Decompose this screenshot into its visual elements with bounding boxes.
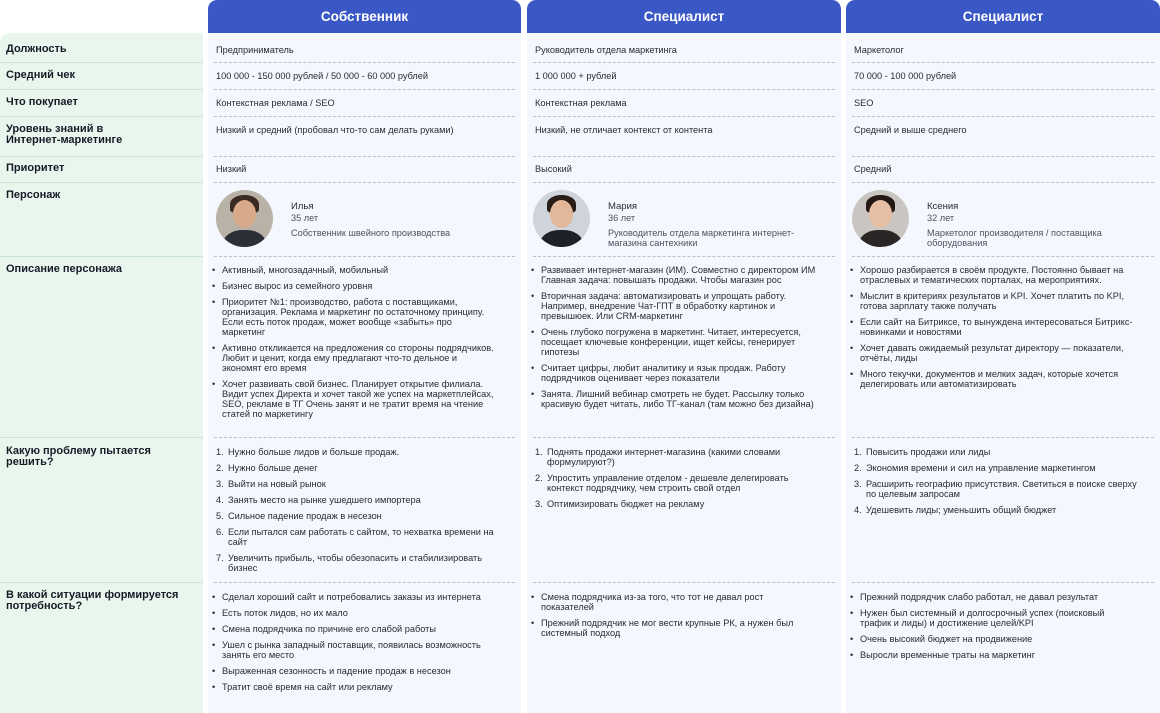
persona-role: Маркетолог производителя / поставщика оборудования — [927, 228, 1102, 248]
list-item — [535, 473, 821, 493]
cell-avg-check: 1 000 000 + рублей — [535, 71, 617, 81]
list-item — [216, 527, 502, 547]
list-item — [216, 495, 502, 505]
row-label-knowledge: Уровень знаний в Интернет-маркетинге — [6, 123, 123, 146]
cell-position: Маркетолог — [854, 45, 904, 55]
list-item — [216, 463, 502, 473]
list-number: 5. — [216, 511, 224, 521]
list-item: • Смена подрядчика по причине его слабой работы — [211, 624, 497, 634]
list-number: 4. — [216, 495, 224, 505]
list-number: 3. — [216, 479, 224, 489]
list-text: Сильное падение продаж в несезон — [228, 511, 382, 521]
list-text: Экономия времени и сил на управление маркетингом — [866, 463, 1096, 473]
description-list — [530, 265, 824, 415]
list-item: • Есть поток лидов, но их мало — [211, 608, 497, 618]
row-label-priority: Приоритет — [6, 162, 65, 174]
row-divider — [533, 116, 835, 117]
problem-list — [535, 447, 829, 515]
row-label-position: Должность — [6, 43, 67, 55]
header-owner: Собственник — [208, 0, 521, 33]
row-divider — [0, 62, 203, 63]
row-divider — [852, 89, 1154, 90]
row-divider — [214, 256, 515, 257]
situation-list — [530, 592, 824, 644]
persona-card — [216, 193, 516, 247]
row-divider — [533, 62, 835, 63]
cell-position: Руководитель отдела маркетинга — [535, 45, 677, 55]
list-number: 6. — [216, 527, 224, 537]
list-item — [535, 447, 821, 467]
row-divider — [852, 256, 1154, 257]
list-text: Упростить управление отделом - дешевле делегировать контекст подрядчику, чем строить свой отдел — [547, 473, 789, 493]
cell-buys: Контекстная реклама — [535, 98, 627, 108]
situation-list — [849, 592, 1143, 666]
row-divider — [214, 582, 515, 583]
list-text: Увеличить прибыль, чтобы обезопасить и стабилизировать бизнес — [228, 553, 482, 573]
cell-buys: SEO — [854, 98, 874, 108]
list-item: • Выраженная сезонность и падение продаж в несезон — [211, 666, 497, 676]
list-item — [535, 499, 821, 509]
list-number: 1. — [535, 447, 543, 457]
row-divider — [214, 116, 515, 117]
list-item: • Вторичная задача: автоматизировать и упрощать работу. Например, внедрение Чат-ГПТ в обработку картинок и превышюек. Или CRM-маркетинг — [530, 291, 816, 321]
list-item: • Хорошо разбирается в своём продукте. Постоянно бывает на отраслевых и тематических порталах, на мероприятиях. — [849, 265, 1135, 285]
row-divider — [533, 89, 835, 90]
row-divider — [214, 182, 515, 183]
persona-card — [852, 193, 1152, 248]
list-item: • Прежний подрядчик не мог вести крупные РК, а нужен был системный подход — [530, 618, 816, 638]
cell-buys: Контекстная реклама / SEO — [216, 98, 335, 108]
list-item — [854, 479, 1140, 499]
row-divider — [0, 256, 203, 257]
row-divider — [214, 89, 515, 90]
persona-name: Ксения — [927, 201, 959, 212]
list-item: • Много текучки, документов и мелких задач, которые хочется делегировать или автоматизировать — [849, 369, 1135, 389]
female-portrait-icon — [852, 190, 909, 247]
list-item: • Очень глубоко погружена в маркетинг. Читает, интересуется, посещает ключевые конференции, ищет кейсы, генерирует гипотезы — [530, 327, 816, 357]
cell-priority: Высокий — [535, 164, 572, 174]
list-item — [216, 553, 502, 573]
list-item: • Очень высокий бюджет на продвижение — [849, 634, 1135, 644]
list-item: • Развивает интернет-магазин (ИМ). Совместно с директором ИМ Главная задача: повышать продажи. Чтобы магазин рос — [530, 265, 816, 285]
row-divider — [533, 156, 835, 157]
persona-name: Илья — [291, 201, 314, 212]
list-item — [216, 479, 502, 489]
list-item: • Активно откликается на предложения со стороны подрядчиков. Любит и ценит, когда ему предлагают что-то дельное и экономят его время — [211, 343, 497, 373]
male-portrait-icon — [216, 190, 273, 247]
row-divider — [214, 437, 515, 438]
list-text: Если пытался сам работать с сайтом, то нехватка времени на сайт — [228, 527, 494, 547]
cell-priority: Средний — [854, 164, 892, 174]
list-item — [854, 447, 1140, 457]
list-text: Нужно больше лидов и больше продаж. — [228, 447, 400, 457]
description-list — [849, 265, 1143, 395]
list-item: • Приоритет №1: производство, работа с поставщиками, организация. Реклама и маркетинг по остаточному принципу. Если есть поток продаж, может вообще «забыть» про маркетинг — [211, 297, 497, 337]
problem-list — [854, 447, 1148, 521]
cell-position: Предприниматель — [216, 45, 294, 55]
list-item — [854, 463, 1140, 473]
row-divider — [0, 89, 203, 90]
row-label-persona: Персонаж — [6, 189, 61, 201]
list-number: 4. — [854, 505, 862, 515]
list-item: • Мыслит в критериях результатов и KPI. Хочет платить по KPI, готова зарплату также получать — [849, 291, 1135, 311]
row-divider — [0, 437, 203, 438]
row-divider — [852, 182, 1154, 183]
problem-list — [216, 447, 510, 579]
list-number: 2. — [535, 473, 543, 483]
list-item — [216, 447, 502, 457]
list-item: • Выросли временные траты на маркетинг — [849, 650, 1135, 660]
cell-avg-check: 100 000 - 150 000 рублей / 50 000 - 60 000 рублей — [216, 71, 429, 81]
list-item — [216, 511, 502, 521]
list-item: • Нужен был системный и долгосрочный успех (поисковый трафик и лиды) и достижение целей/KPI — [849, 608, 1135, 628]
list-item — [854, 505, 1140, 515]
list-number: 2. — [854, 463, 862, 473]
female-portrait-icon — [533, 190, 590, 247]
list-item: • Бизнес вырос из семейного уровня — [211, 281, 497, 291]
row-label-description: Описание персонажа — [6, 263, 123, 275]
row-divider — [0, 182, 203, 183]
cell-priority: Низкий — [216, 164, 247, 174]
row-divider — [852, 156, 1154, 157]
list-number: 2. — [216, 463, 224, 473]
cell-avg-check: 70 000 - 100 000 рублей — [854, 71, 957, 81]
persona-card — [533, 193, 833, 248]
list-item: • Тратит своё время на сайт или рекламу — [211, 682, 497, 692]
list-item: • Занята. Лишний вебинар смотреть не будет. Рассылку только красивую будет читать, либо ТГ-канал (там можно без дизайна) — [530, 389, 816, 409]
list-text: Повысить продажи или лиды — [866, 447, 991, 457]
row-divider — [214, 156, 515, 157]
row-label-buys: Что покупает — [6, 96, 78, 108]
row-label-situation: В какой ситуации формируется потребность? — [6, 589, 179, 612]
row-divider — [852, 116, 1154, 117]
row-divider — [0, 156, 203, 157]
list-item: • Считает цифры, любит аналитику и язык продаж. Работу подрядчиков оценивает через показатели — [530, 363, 816, 383]
row-divider — [533, 582, 835, 583]
list-item: • Сделал хороший сайт и потребовались заказы из интернета — [211, 592, 497, 602]
cell-knowledge: Средний и выше среднего — [854, 125, 967, 135]
list-item: • Ушел с рынка западный поставщик, появилась возможность занять его место — [211, 640, 497, 660]
list-item: • Прежний подрядчик слабо работал, не давал результат — [849, 592, 1135, 602]
persona-role: Собственник швейного производства — [291, 228, 451, 238]
list-text: Выйти на новый рынок — [228, 479, 326, 489]
header-specialist-1: Специалист — [527, 0, 841, 33]
situation-list — [211, 592, 505, 698]
list-text: Нужно больше денег — [228, 463, 318, 473]
persona-age: 36 лет — [608, 213, 636, 223]
persona-role: Руководитель отдела маркетинга интернет-магазина сантехники — [608, 228, 795, 248]
list-number: 1. — [216, 447, 224, 457]
list-item: • Хочет давать ожидаемый результат директору — показатели, отчёты, лиды — [849, 343, 1135, 363]
row-divider — [533, 182, 835, 183]
description-list — [211, 265, 505, 425]
list-item: • Если сайт на Битриксе, то вынуждена интересоваться Битрикс-новинками и новостями — [849, 317, 1135, 337]
row-divider — [0, 582, 203, 583]
row-label-problem: Какую проблему пытается решить? — [6, 445, 151, 468]
row-divider — [533, 437, 835, 438]
row-divider — [214, 62, 515, 63]
persona-age: 35 лет — [291, 213, 319, 223]
list-number: 3. — [854, 479, 862, 489]
row-divider — [852, 437, 1154, 438]
list-text: Поднять продажи интернет-магазина (какими словами формулируют?) — [547, 447, 781, 467]
cell-knowledge: Низкий, не отличает контекст от контента — [535, 125, 713, 135]
cell-knowledge: Низкий и средний (пробовал что-то сам делать руками) — [216, 125, 454, 135]
list-item: • Активный, многозадачный, мобильный — [211, 265, 497, 275]
row-divider — [852, 62, 1154, 63]
list-item: • Смена подрядчика из-за того, что тот не давал рост показателей — [530, 592, 816, 612]
persona-age: 32 лет — [927, 213, 955, 223]
list-number: 1. — [854, 447, 862, 457]
row-label-avg-check: Средний чек — [6, 69, 75, 81]
row-divider — [852, 582, 1154, 583]
list-text: Оптимизировать бюджет на рекламу — [547, 499, 705, 509]
persona-name: Мария — [608, 201, 638, 212]
list-text: Удешевить лиды; уменьшить общий бюджет — [866, 505, 1057, 515]
list-number: 3. — [535, 499, 543, 509]
list-text: Занять место на рынке ушедшего импортера — [228, 495, 421, 505]
list-text: Расширить географию присутствия. Светиться в поиске сверху по целевым запросам — [866, 479, 1137, 499]
row-divider — [0, 116, 203, 117]
header-specialist-2: Специалист — [846, 0, 1160, 33]
list-number: 7. — [216, 553, 224, 563]
row-divider — [533, 256, 835, 257]
list-item: • Хочет развивать свой бизнес. Планирует открытие филиала. Видит успех Директа и хочет такой же успех на маркетплейсах, SEO, рекламе в ТГ Очень занят и не тратит время на чтение статей по маркетингу — [211, 379, 497, 419]
